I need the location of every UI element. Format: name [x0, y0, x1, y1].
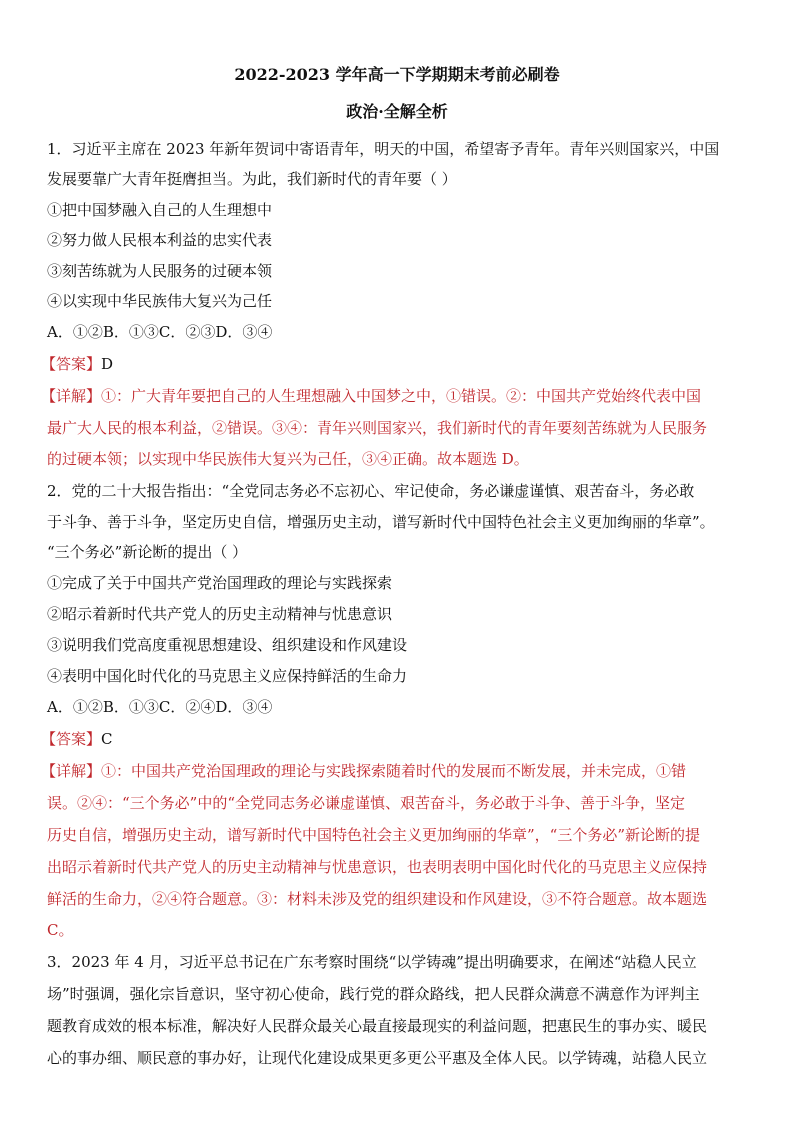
detail-tag: 【详解】	[41, 762, 102, 780]
q2-detail-line-2: 误。②④：“三个务必”中的“全党同志务必谦虚谨慎、艰苦奋斗，务必敢于斗争、善于斗争，坚定	[47, 794, 686, 812]
q2-detail-line-6: C。	[47, 921, 74, 939]
q2-option-2: ②昭示着新时代共产党人的历史主动精神与忧患意识	[47, 605, 393, 623]
q1-stem-line-2: 发展要靠广大青年挺膺担当。为此，我们新时代的青年要（ ）	[47, 170, 457, 188]
detail-text: ①：中国共产党治国理政的理论与实践探索随着时代的发展而不断发展，并未完成，①错	[101, 762, 687, 780]
q2-option-4: ④表明中国化时代化的马克思主义应保持鲜活的生命力	[47, 667, 408, 685]
q2-detail-line-1	[41, 761, 741, 781]
answer-value: C	[101, 730, 113, 748]
q3-stem-line-3: 题教育成效的根本标准，解决好人民群众最关心最直接最现实的利益问题，把惠民生的事办实、暖民	[47, 1017, 708, 1035]
q1-answer	[41, 354, 741, 374]
q1-detail-line-2: 最广大人民的根本利益，②错误。③④：青年兴则国家兴，我们新时代的青年要刻苦练就为人民服务	[47, 419, 708, 437]
answer-tag: 【答案】	[41, 730, 102, 748]
answer-value: D	[101, 355, 114, 373]
q1-option-4: ④以实现中华民族伟大复兴为己任	[47, 292, 273, 310]
q3-stem-line-4: 心的事办细、顺民意的事办好，让现代化建设成果更多更公平惠及全体人民。以学铸魂，站稳人民立	[47, 1049, 708, 1067]
q2-detail-line-4: 出昭示着新时代共产党人的历史主动精神与忧患意识，也表明表明中国化时代化的马克思主义应保持	[47, 858, 708, 876]
q2-stem-line-3: “三个务必”新论断的提出（ ）	[47, 543, 248, 561]
q2-option-1: ①完成了关于中国共产党治国理政的理论与实践探索	[47, 574, 393, 592]
q1-detail-line-1	[41, 386, 741, 406]
detail-tag: 【详解】	[41, 387, 102, 405]
q2-option-3: ③说明我们党高度重视思想建设、组织建设和作风建设	[47, 636, 408, 654]
exam-title: 2022-2023 学年高一下学期期末考前必刷卷	[234, 65, 560, 84]
q1-option-3: ③刻苦练就为人民服务的过硬本领	[47, 262, 273, 280]
detail-text: ①：广大青年要把自己的人生理想融入中国梦之中，①错误。②：中国共产党始终代表中国	[101, 387, 702, 405]
q1-option-1: ①把中国梦融入自己的人生理想中	[47, 201, 273, 219]
q1-stem-line-1: 1．习近平主席在 2023 年新年贺词中寄语青年，明天的中国，希望寄予青年。青年兴则国家兴，中国	[47, 140, 720, 158]
q2-choices: A．①②B．①③C．②④D．③④	[47, 698, 273, 716]
q2-detail-line-5: 鲜活的生命力，②④符合题意。③：材料未涉及党的组织建设和作风建设，③不符合题意。故本题选	[47, 890, 708, 908]
q2-stem-line-1: 2．党的二十大报告指出：“全党同志务必不忘初心、牢记使命，务必谦虚谨慎、艰苦奋斗，务必敢	[47, 482, 695, 500]
q1-detail-line-3: 的过硬本领；以实现中华民族伟大复兴为己任，③④正确。故本题选 D。	[47, 450, 529, 468]
q3-stem-line-1: 3．2023 年 4 月，习近平总书记在广东考察时围绕“以学铸魂”提出明确要求，在阐述“站稳人民立	[47, 953, 697, 971]
q3-stem-line-2: 场”时强调，强化宗旨意识，坚守初心使命，践行党的群众路线，把人民群众满意不满意作为评判主	[47, 985, 700, 1003]
q2-stem-line-2: 于斗争、善于斗争，坚定历史自信，增强历史主动，谱写新时代中国特色社会主义更加绚丽的华章”。	[47, 513, 715, 531]
q1-choices: A．①②B．①③C．②③D．③④	[47, 323, 273, 341]
q2-detail-line-3: 历史自信，增强历史主动，谱写新时代中国特色社会主义更加绚丽的华章”，“三个务必”新论断的提	[47, 826, 701, 844]
q2-answer	[41, 729, 741, 749]
q1-option-2: ②努力做人民根本利益的忠实代表	[47, 231, 273, 249]
answer-tag: 【答案】	[41, 355, 102, 373]
exam-subtitle: 政治·全解全析	[346, 102, 448, 121]
